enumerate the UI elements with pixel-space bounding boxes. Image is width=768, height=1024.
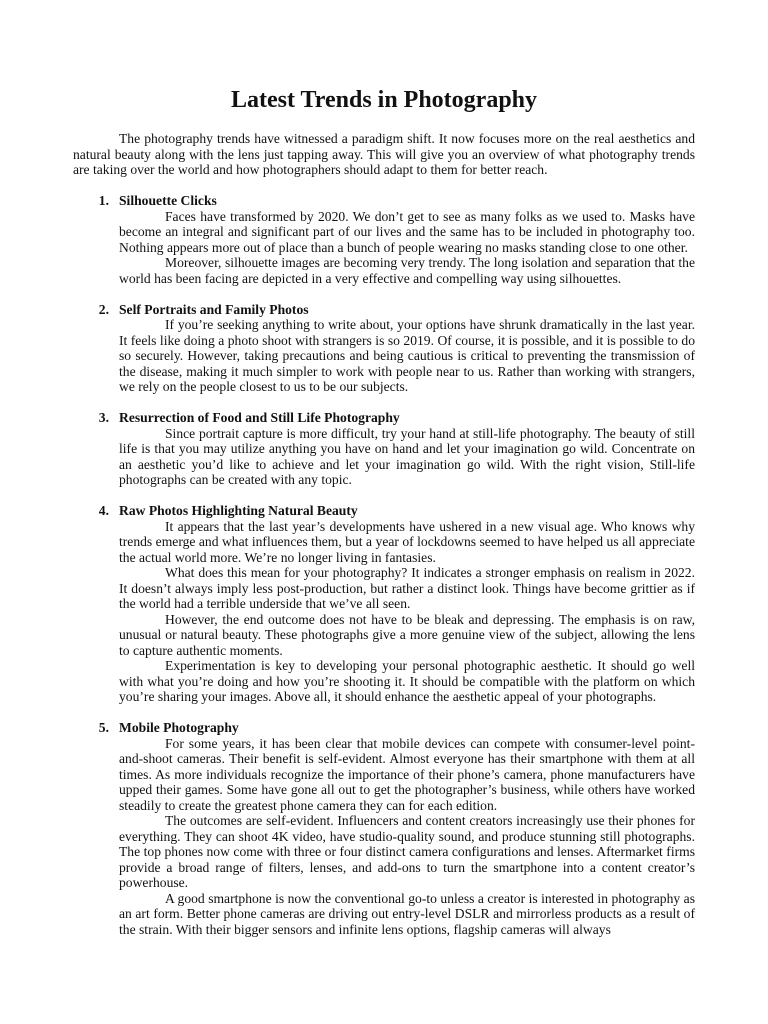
section-heading [73, 193, 695, 209]
section-heading [73, 410, 695, 426]
section-title: Raw Photos Highlighting Natural Beauty [119, 503, 358, 518]
section-paragraph: Moreover, silhouette images are becoming very trendy. The long isolation and separation that the world has been facing are depicted in a very effective and compelling way using silhouettes. [119, 255, 695, 286]
intro-paragraph: The photography trends have witnessed a paradigm shift. It now focuses more on the real aesthetics and natural beauty along with the lens just tapping away. This will give you an overview of what photography trends are taking over the world and how photographers should adapt to them for better reach. [73, 131, 695, 177]
section-mobile-photography [73, 720, 695, 937]
section-self-portraits [73, 302, 695, 395]
section-paragraph: It appears that the last year’s developments have ushered in a new visual age. Who knows why trends emerge and what influences them, but a year of lockdowns seemed to have helped us all appreciate the actual world more. We’re no longer living in fantasies. [119, 518, 695, 565]
section-raw-photos [73, 503, 695, 705]
section-paragraph: What does this mean for your photography? It indicates a stronger emphasis on realism in 2022. It doesn’t always imply less post-production, but rather a distinct look. Things have become grittier as if the world had a terrible underside that we’ve all seen. [119, 565, 695, 611]
section-paragraph: Experimentation is key to developing your personal photographic aesthetic. It should go well with what you’re doing and how you’re shooting it. It should be compatible with the platform on which you’re sharing your images. Above all, it should enhance the aesthetic appeal of your photographs. [119, 658, 695, 704]
section-heading [73, 503, 695, 519]
section-title: Self Portraits and Family Photos [119, 301, 309, 317]
section-paragraph: A good smartphone is now the conventional go-to unless a creator is interested in photography as an art form. Better phone cameras are driving out entry-level DSLR and mirrorless products as a result of the strain. With their bigger sensors and infinite lens options, flagship cameras will always [119, 890, 695, 937]
document-title: Latest Trends in Photography [230, 87, 538, 113]
section-heading [73, 720, 695, 736]
section-heading [73, 302, 695, 318]
section-title: Mobile Photography [119, 720, 239, 735]
section-paragraph: For some years, it has been clear that mobile devices can compete with consumer-level point-and-shoot cameras. Their benefit is self-evident. Almost everyone has their smartphone with them at all times. As more individuals recognize the importance of their phone’s camera, phone manufacturers have upped their games. Some have gone all out to get the photographer’s business, while others have worked steadily to create the greatest phone camera they can for each edition. [119, 735, 695, 813]
section-number: 4. [98, 503, 109, 518]
section-title: Silhouette Clicks [119, 193, 217, 208]
section-paragraph: Since portrait capture is more difficult, try your hand at still-life photography. The beauty of still life is that you may utilize anything you have on hand and let your imagination go wild. Concentrate on an aesthetic you’d like to achieve and let your imagination go wild. With the right vision, Still-life photographs can be created with any topic. [119, 425, 695, 487]
section-paragraph: However, the end outcome does not have to be bleak and depressing. The emphasis is on raw, unusual or natural beauty. These photographs give a more genuine view of the subject, allowing the lens to capture authentic moments. [119, 611, 695, 658]
section-paragraph: If you’re seeking anything to write about, your options have shrunk dramatically in the last year. It feels like doing a photo shoot with strangers is so 2019. Of course, it is possible, and it is possible to do so securely. However, taking precautions and being cautious is critical to preventing the transmission of the disease, making it much simpler to work with people near to us. Rather than working with strangers, we rely on the people closest to us to be our subjects. [119, 317, 695, 394]
section-paragraph: Faces have transformed by 2020. We don’t get to see as many folks as we used to. Masks have become an integral and significant part of our lives and the same has to be included in photography too. Nothing appears more out of place than a bunch of people wearing no masks standing close to one other. [119, 208, 695, 255]
section-still-life [73, 410, 695, 488]
section-paragraph: The outcomes are self-evident. Influencers and content creators increasingly use their phones for everything. They can shoot 4K video, have studio-quality sound, and produce stunning still photographs. The top phones now come with three or four distinct camera configurations and lenses. Aftermarket firms provide a broad range of filters, lenses, and add-ons to turn the smartphone into a content creator’s powerhouse. [119, 813, 695, 890]
section-silhouette-clicks [73, 193, 695, 286]
section-number: 2. [98, 301, 109, 317]
section-number: 3. [98, 410, 109, 425]
section-number: 1. [98, 193, 109, 208]
section-title: Resurrection of Food and Still Life Photography [119, 410, 400, 425]
section-number: 5. [98, 720, 109, 735]
